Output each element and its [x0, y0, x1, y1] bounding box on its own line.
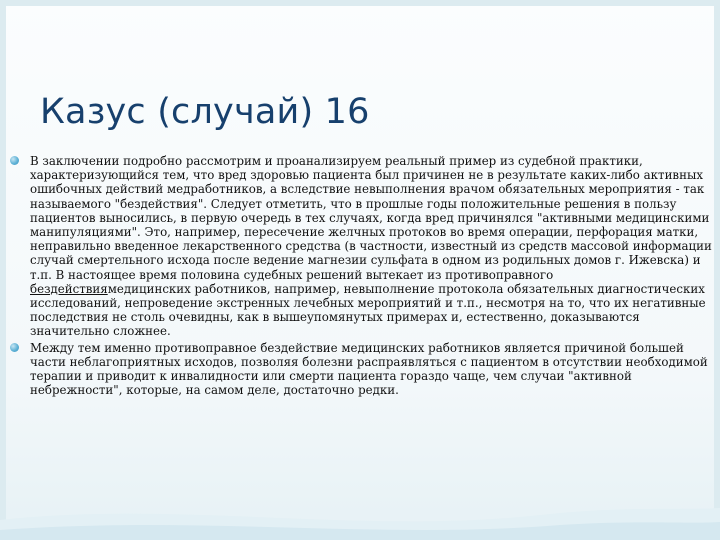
- bullet-1-underlined-term: бездействия: [30, 281, 108, 296]
- slide-content: [10, 154, 714, 397]
- bullet-1-text-before: В заключении подробно рассмотрим и проанализируем реальный пример из судебной практики, характеризующийся тем, что вред здоровью пациента был причинен не в результате каких-либо активных ошибочных действий медработников, а вследствие невыполнения врачом обязательных мероприятия - так называемого "бездействия". Следует отметить, что в прошлые годы положительные решения в пользу пациентов выносились, в первую очередь в тех случаях, когда вред причинялся "активными медицинскими манипуляциями". Это, например, пересечение желчных протоков во время операции, перфорация матки, неправильно введенное лекарственного средства (в частности, известный из средств массовой информации случай смертельного исхода после ведение магнезии сульфата в одном из родильных домов г. Ижевска) и т.п. В настоящее время половина судебных решений вытекает из противоправного: [30, 154, 712, 282]
- decorative-wave: [0, 480, 720, 540]
- slide-title: Казус (случай) 16: [40, 92, 370, 132]
- bullet-icon: [10, 343, 19, 352]
- bullet-1-text-after: медицинских работников, например, невыполнение протокола обязательных диагностических исследований, непроведение экстренных лечебных мероприятий и т.п., несмотря на то, что их негативные последствия не столь очевидны, как в вышеупомянутых примерах и, естественно, доказываются значительно сложнее.: [30, 281, 706, 339]
- bullet-item-1: [10, 154, 714, 339]
- bullet-2-text: Между тем именно противоправное бездействие медицинских работников является причиной большей части неблагоприятных исходов, позволяя болезни распраявляться с пациентом в отсутствии необходимой терапии и приводит к инвалидности или смерти пациента гораздо чаще, чем случаи "активной небрежности", которые, на самом деле, достаточно редки.: [30, 340, 708, 398]
- bullet-icon: [10, 156, 19, 165]
- bullet-item-2: [10, 341, 714, 398]
